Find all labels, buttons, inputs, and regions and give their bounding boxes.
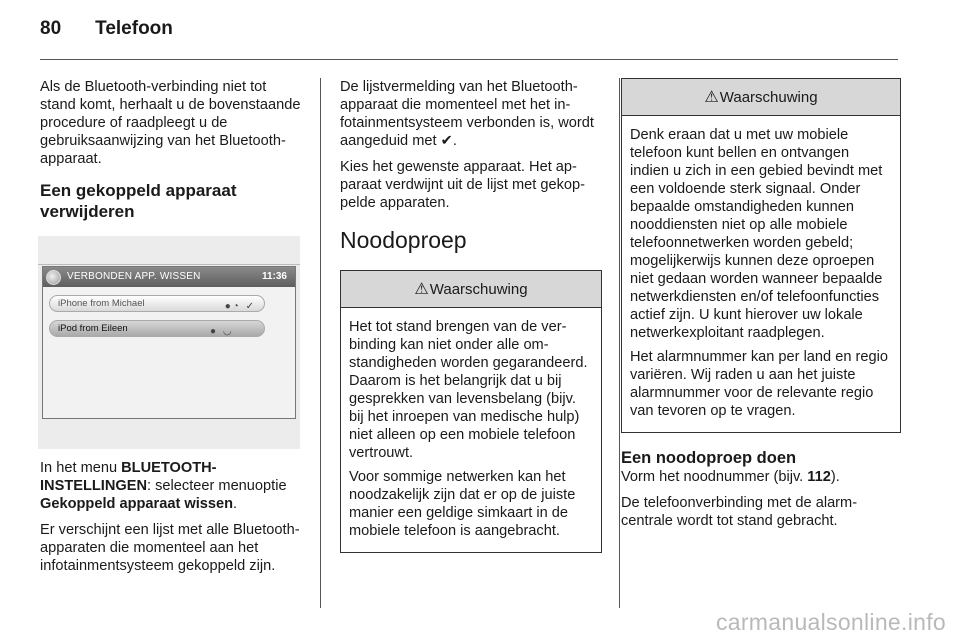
warning-title: Waarschuwing — [429, 281, 528, 298]
warning-box-1 — [340, 270, 602, 553]
warning-paragraph-2: Het alarmnummer kan per land en regio variëren. Wij raden u aan het juiste alarmnummer voor de relevante regio van tevoren op te vragen. — [630, 349, 888, 419]
menu-name: BLUETOOTH-INSTELLINGEN — [40, 460, 217, 494]
connected-status-icon: ●◔ ✓ — [224, 301, 256, 312]
warning-paragraph-2: Voor sommige netwerken kan het noodzakelijk zijn dat er op de juiste manier een geldige simkaart in de mobiele telefoon is aangebracht. — [349, 469, 576, 539]
column-1 — [40, 78, 304, 583]
screen-title: VERBONDEN APP. WISSEN — [67, 271, 201, 282]
emergency-number: 112 — [807, 469, 831, 485]
page-number: 80 — [40, 18, 62, 39]
make-emergency-call-heading: Een noodoproep doen — [621, 449, 797, 467]
menu-prefix: In het menu — [40, 460, 122, 476]
dial-prefix: Vorm het noodnummer (bijv. — [621, 469, 808, 485]
menu-instruction — [40, 459, 304, 513]
dial-instruction — [621, 468, 901, 486]
connected-device-paragraph: De lijstvermelding van het Bluetooth-apparaat die momenteel met het infotainmentsysteem verbonden is, wordt aangeduid met ✔. — [340, 79, 594, 149]
dial-suffix: ). — [830, 469, 840, 485]
warning-header — [622, 79, 900, 116]
menu-end: . — [233, 496, 238, 512]
section-title: Telefoon — [95, 18, 173, 39]
warning-paragraph-1: Het tot stand brengen van de verbinding kan niet onder alle omstandigheden worden gegarandeerd. Daarom is het belangrijk dat u bij gesprekken van levensbelang (bijv. bij het inroepen van medische hulp) niet alleen op een mobiele telefoon vertrouwt. — [349, 319, 588, 461]
warning-body — [341, 308, 601, 552]
intro-paragraph: Als de Bluetooth-verbinding niet tot stand komt, herhaalt u de bovenstaande procedure of raadpleegt u de gebruiksaanwijzing van het Bluetooth-apparaat. — [40, 79, 301, 167]
menu-mid: : selecteer menuoptie — [147, 478, 287, 494]
warning-triangle-icon: ⚠ — [414, 281, 429, 298]
screen-title-bar — [43, 267, 295, 287]
warning-paragraph-1: Denk eraan dat u met uw mobiele telefoon kunt bellen en ontvangen indien u zich in een gebied bevindt met een voldoende sterk signaal. Onder bepaalde omstandigheden kunnen nooddiensten niet op alle mobiele telefoonnetwerken worden gebeld; mogelijkerwijs kunnen deze oproepen niet gedaan worden wanneer bepaalde netwerkdiensten en/of telefoonfuncties actief zijn. U kunt hierover uw lokale netwerkexploitant raadplegen. — [630, 127, 883, 341]
watermark: carmanualsonline.info — [715, 609, 946, 635]
emergency-call-heading: Noodoproep — [340, 227, 467, 253]
infotainment-screenshot — [38, 236, 300, 449]
header-divider — [40, 59, 898, 60]
device-row-2[interactable] — [49, 320, 265, 337]
remove-device-heading: Een gekoppeld apparaat verwijderen — [40, 181, 237, 221]
screen-display — [42, 266, 296, 419]
warning-box-2 — [621, 78, 901, 433]
column-divider-1 — [320, 78, 321, 608]
menu-option: Gekoppeld apparaat wissen — [40, 496, 234, 512]
device-name: iPhone from Michael — [58, 297, 145, 309]
warning-triangle-icon: ⚠ — [704, 89, 719, 106]
column-3 — [621, 78, 901, 538]
page-header — [40, 18, 173, 40]
column-2 — [340, 78, 602, 553]
device-name: iPod from Eileen — [58, 322, 128, 334]
warning-title: Waarschuwing — [719, 89, 818, 106]
device-list-paragraph: Er verschijnt een lijst met alle Bluetooth-apparaten die momenteel aan het infotainmentsysteem gekoppeld zijn. — [40, 522, 300, 574]
paired-status-icon: ● ◡ — [210, 326, 234, 337]
screenshot-frame — [38, 264, 300, 265]
device-row-1[interactable] — [49, 295, 265, 312]
connection-paragraph: De telefoonverbinding met de alarmcentrale wordt tot stand gebracht. — [621, 495, 858, 529]
screen-clock: 11:36 — [261, 271, 287, 282]
warning-body — [622, 116, 900, 432]
select-device-paragraph: Kies het gewenste apparaat. Het apparaat verdwijnt uit de lijst met gekoppelde apparaten. — [340, 159, 585, 211]
menu-disc-icon — [46, 270, 61, 285]
column-divider-2 — [619, 78, 620, 608]
warning-header — [341, 271, 601, 308]
